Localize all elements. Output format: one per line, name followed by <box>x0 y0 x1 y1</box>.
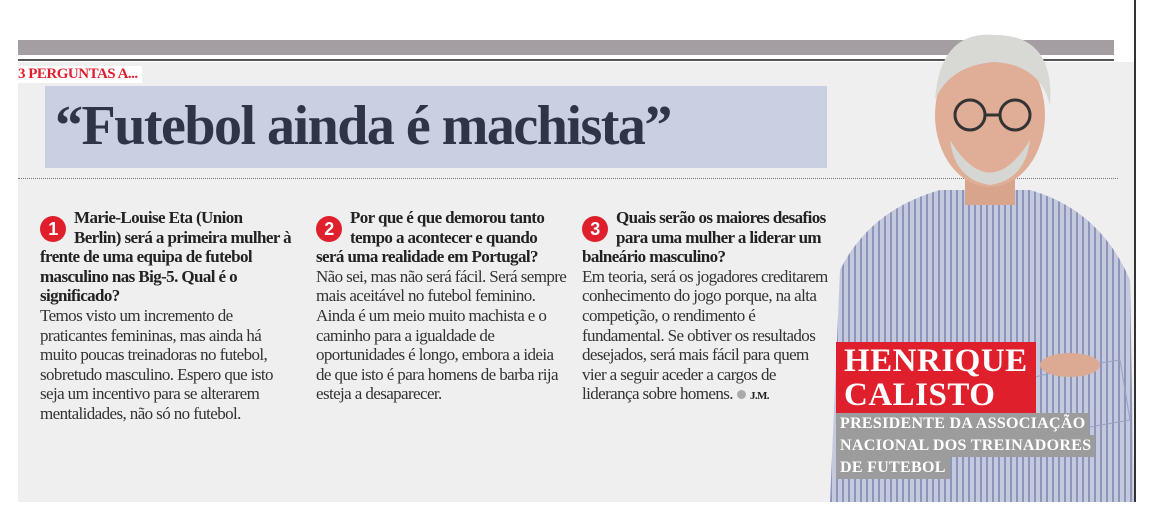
answer: Em teoria, será os jogadores creditarem conhecimento do jogo porque, na alta competição, o rendimento é fundamental. Se obtiver os resultados desejados, será mais fácil para quem vier a seguir aceder a cargos de liderança sobre homens. <box>582 266 828 404</box>
question-block-2 <box>316 208 568 404</box>
end-mark-icon <box>737 390 746 399</box>
answer: Temos visto um incremento de praticantes femininas, mas ainda há muito poucas treinadoras no futebol, sobretudo masculino. Espero que isto seja um incentivo para se alterarem mentalidades, não só no futebol. <box>40 305 273 423</box>
question-block-3 <box>582 208 834 407</box>
number-badge: 3 <box>582 216 608 242</box>
headline: “Futebol ainda é machista” <box>55 95 671 157</box>
author-signature: J.M. <box>749 390 769 403</box>
number-badge: 1 <box>40 216 66 242</box>
question: Por que é que demorou tanto tempo a acontecer e quando será uma realidade em Portugal? <box>316 208 545 267</box>
column-rule <box>1134 0 1136 502</box>
question-block-1 <box>40 208 292 424</box>
role-line: PRESIDENTE DA ASSOCIAÇÃO <box>836 413 1089 435</box>
name-line: HENRIQUE <box>844 343 1028 379</box>
interviewee-role <box>836 413 1095 479</box>
role-line: NACIONAL DOS TREINADORES <box>836 435 1095 457</box>
interviewee-name <box>836 342 1036 414</box>
name-line: CALISTO <box>844 377 996 413</box>
role-line: DE FUTEBOL <box>836 457 950 479</box>
question: Quais serão os maiores desafios para uma mulher a liderar um balneário masculino? <box>582 208 826 267</box>
number-badge: 2 <box>316 216 342 242</box>
answer: Não sei, mas não será fácil. Será sempre mais aceitável no futebol feminino. Ainda é um meio muito machista e o caminho para a igualdade de oportunidades é longo, embora a ideia de que isto é para homens de barba rija esteja a desaparecer. <box>316 266 567 404</box>
kicker: 3 PERGUNTAS A... <box>18 66 142 83</box>
question: Marie-Louise Eta (Union Berlin) será a primeira mulher à frente de uma equipa de futebol masculino nas Big-5. Qual é o significado? <box>40 208 292 306</box>
